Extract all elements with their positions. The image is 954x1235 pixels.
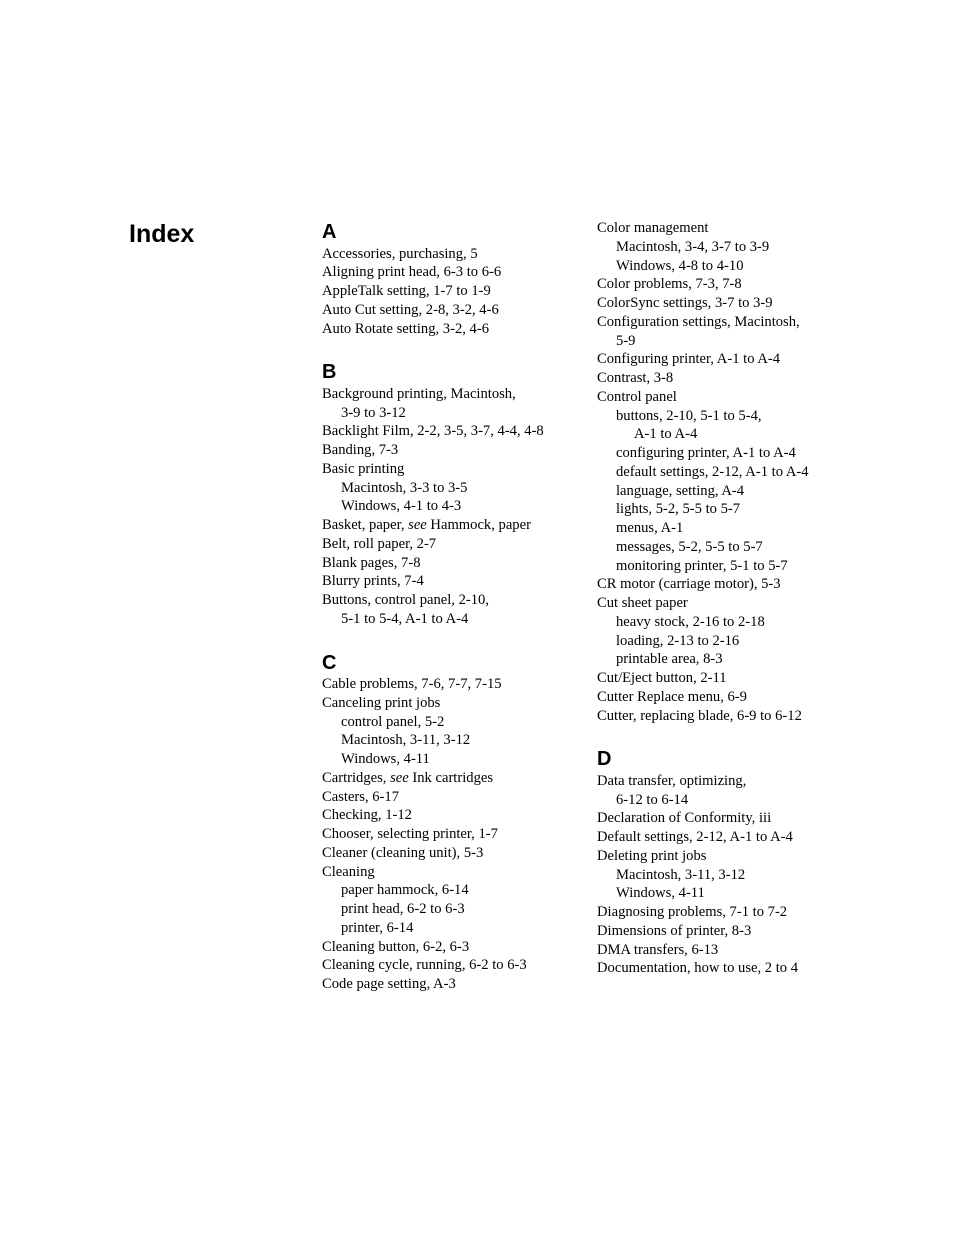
index-subentry: control panel, 5-2 — [341, 713, 445, 730]
index-column-right — [597, 219, 877, 999]
index-entry: ColorSync settings, 3-7 to 3-9 — [597, 295, 773, 311]
index-entry: Default settings, 2-12, A-1 to A-4 — [597, 829, 793, 845]
index-entry: Cutter Replace menu, 6-9 — [597, 688, 747, 705]
index-entry-continuation: 3-9 to 3-12 — [341, 404, 406, 421]
index-entry: Color management — [597, 220, 709, 236]
entry-text: Basket, paper, — [322, 517, 409, 533]
index-entry: Blurry prints, 7-4 — [322, 573, 424, 590]
index-section-b — [322, 359, 582, 628]
index-entry: Data transfer, optimizing, — [597, 772, 747, 789]
index-entry: AppleTalk setting, 1-7 to 1-9 — [322, 283, 491, 299]
index-subentry: Macintosh, 3-11, 3-12 — [616, 866, 746, 883]
index-entry: CR motor (carriage motor), 5-3 — [597, 576, 781, 593]
index-column-left — [322, 219, 582, 1015]
index-subentry: paper hammock, 6-14 — [341, 882, 469, 899]
index-subentry: Windows, 4-11 — [616, 885, 705, 902]
index-entry: Configuration settings, Macintosh, — [597, 313, 800, 330]
index-subentry: loading, 2-13 to 2-16 — [616, 632, 740, 649]
index-entry: Cleaning — [322, 863, 375, 880]
index-entry: Background printing, Macintosh, — [322, 385, 516, 402]
index-subentry: Macintosh, 3-11, 3-12 — [341, 732, 471, 749]
index-entry-see-reference — [322, 769, 582, 788]
see-label: see — [390, 769, 409, 786]
see-label: see — [408, 517, 427, 533]
index-subentry: messages, 5-2, 5-5 to 5-7 — [616, 538, 763, 555]
index-entry: Aligning print head, 6-3 to 6-6 — [322, 264, 502, 281]
index-entry: Cleaning button, 6-2, 6-3 — [322, 938, 470, 955]
index-subentry: Windows, 4-8 to 4-10 — [616, 257, 744, 274]
index-entry: Backlight Film, 2-2, 3-5, 3-7, 4-4, 4-8 — [322, 423, 544, 440]
index-entry: Contrast, 3-8 — [597, 370, 674, 386]
section-letter: A — [322, 221, 337, 243]
index-subentry: menus, A-1 — [616, 520, 684, 536]
index-entry: DMA transfers, 6-13 — [597, 941, 719, 958]
index-entry: Blank pages, 7-8 — [322, 554, 421, 571]
index-entry: Cut/Eject button, 2-11 — [597, 670, 727, 686]
index-subentry: configuring printer, A-1 to A-4 — [616, 445, 796, 461]
index-entry-continuation: 6-12 to 6-14 — [616, 791, 689, 808]
entry-text: Cartridges, — [322, 769, 391, 786]
index-subentry: default settings, 2-12, A-1 to A-4 — [616, 463, 809, 480]
index-entry: Chooser, selecting printer, 1-7 — [322, 826, 498, 842]
index-subentry: printer, 6-14 — [341, 919, 414, 936]
index-entry: Cut sheet paper — [597, 595, 688, 611]
index-entry: Documentation, how to use, 2 to 4 — [597, 960, 799, 977]
index-entry: Checking, 1-12 — [322, 807, 412, 824]
index-entry: Code page setting, A-3 — [322, 976, 456, 992]
section-letter: D — [597, 748, 612, 771]
index-subentry-continuation: A-1 to A-4 — [634, 426, 698, 443]
index-entry: Buttons, control panel, 2-10, — [322, 592, 489, 608]
index-entry: Cleaning cycle, running, 6-2 to 6-3 — [322, 957, 527, 974]
index-entry: Banding, 7-3 — [322, 442, 399, 458]
entry-text: Ink cartridges — [408, 769, 494, 786]
index-section-c-continued — [597, 219, 877, 725]
index-section-a — [322, 219, 582, 338]
index-subentry: Windows, 4-11 — [341, 751, 430, 767]
index-entry: Configuring printer, A-1 to A-4 — [597, 351, 781, 368]
index-subentry: Macintosh, 3-4, 3-7 to 3-9 — [616, 238, 770, 255]
index-entry: Diagnosing problems, 7-1 to 7-2 — [597, 904, 788, 920]
index-entry: Canceling print jobs — [322, 694, 441, 711]
index-entry: Dimensions of printer, 8-3 — [597, 922, 752, 939]
index-entry-see-reference — [322, 516, 582, 535]
index-entry: Belt, roll paper, 2-7 — [322, 535, 437, 552]
index-subentry: heavy stock, 2-16 to 2-18 — [616, 613, 765, 630]
index-entry: Deleting print jobs — [597, 847, 707, 864]
index-entry-continuation: 5-1 to 5-4, A-1 to A-4 — [341, 610, 469, 627]
page-title: Index — [129, 220, 195, 248]
entry-text: Hammock, paper — [426, 517, 531, 533]
index-entry-continuation: 5-9 — [616, 332, 636, 349]
section-letter: B — [322, 361, 337, 384]
index-entry: Declaration of Conformity, iii — [597, 810, 772, 827]
index-subentry: buttons, 2-10, 5-1 to 5-4, — [616, 407, 762, 424]
index-subentry: Windows, 4-1 to 4-3 — [341, 498, 462, 515]
index-subentry: printable area, 8-3 — [616, 651, 723, 668]
index-entry: Auto Cut setting, 2-8, 3-2, 4-6 — [322, 301, 499, 318]
index-entry: Control panel — [597, 388, 677, 405]
index-entry: Cutter, replacing blade, 6-9 to 6-12 — [597, 707, 802, 724]
index-entry: Color problems, 7-3, 7-8 — [597, 276, 742, 293]
index-entry: Casters, 6-17 — [322, 788, 400, 805]
index-entry: Auto Rotate setting, 3-2, 4-6 — [322, 320, 489, 337]
index-subentry: Macintosh, 3-3 to 3-5 — [341, 479, 468, 496]
index-section-d — [597, 746, 877, 978]
index-entry: Basic printing — [322, 460, 405, 477]
index-entry: Cable problems, 7-6, 7-7, 7-15 — [322, 676, 502, 692]
index-subentry: language, setting, A-4 — [616, 482, 745, 499]
index-entry: Accessories, purchasing, 5 — [322, 245, 478, 262]
section-letter: C — [322, 651, 337, 674]
index-entry: Cleaner (cleaning unit), 5-3 — [322, 844, 484, 861]
index-subentry: print head, 6-2 to 6-3 — [341, 901, 465, 917]
index-subentry: monitoring printer, 5-1 to 5-7 — [616, 557, 788, 574]
index-section-c — [322, 650, 582, 994]
index-subentry: lights, 5-2, 5-5 to 5-7 — [616, 501, 741, 518]
